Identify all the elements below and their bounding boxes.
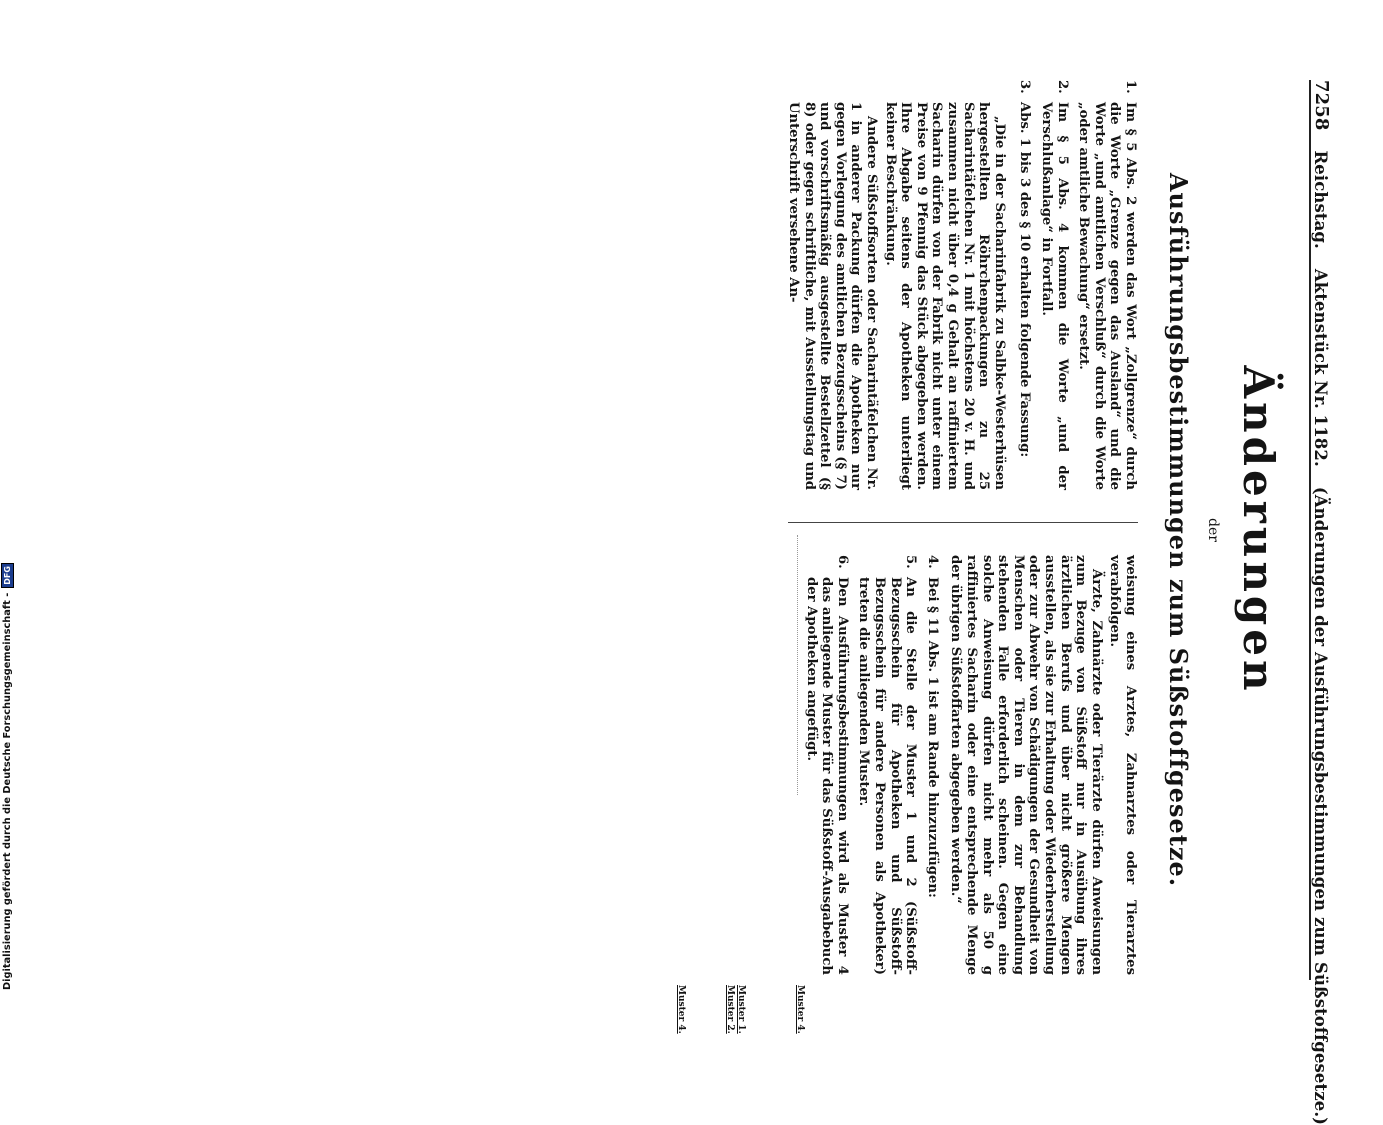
quote-continuation: weisung eines Arztes, Zahnarztes oder Tierarztes verabfolgen.: [1107, 555, 1138, 975]
item-number: 1.: [1123, 80, 1138, 94]
quoted-provision: [786, 102, 1007, 490]
margin-note: Muster 4.: [676, 985, 686, 1034]
quote-paragraph: Andere Süßstoffsorten oder Sacharintäfelchen Nr. 1 in anderer Packung dürfen die Apotheken nur gegen Vorlegung des amtlichen Bezugsscheins (§ 7) und vorschriftsmäßig ausgestellte Bestellzettel (§ 8) oder gegen schriftliche, mit Ausstellungstag und Unterschrift versehene An-: [786, 102, 880, 490]
header-topic: (Änderungen der Ausführungsbestimmungen zum Süßstoffgesetze.): [1311, 486, 1330, 1125]
margin-note: Muster 4.: [795, 985, 805, 1034]
document-page: [513, 80, 1333, 1125]
dfg-logo: DFG: [1, 563, 14, 588]
list-item: [803, 555, 850, 975]
running-header: [1309, 80, 1333, 1125]
item-text: Im § 5 Abs. 2 werden das Wort „Zollgrenze“ durch die Worte „Grenze gegen das Ausland“ und die Worte „und amtlichen Verschluß“ durch die Worte „oder amtliche Bewachung“ ersetzt.: [1076, 102, 1138, 490]
quote-paragraph: Ärzte, Zahnärzte oder Tierärzte dürfen Anweisungen zum Bezuge von Süßstoff nur in Ausübung ihres ärztlichen Berufs und über nicht größere Mengen ausstellen, als sie zur Erhaltung oder Wiederherstellung oder zur Abwehr von Schädigungen der Gesundheit von Menschen oder Tieren in dem zur Behandlung stehenden Falle erforderlich scheinen. Gegen eine solche Anweisung dürfen nicht mehr als 50 g raffiniertes Sacharin oder eine entsprechende Menge der übrigen Süßstoffarten abgegeben werden.“: [948, 555, 1104, 975]
item-text: Abs. 1 bis 3 des § 10 erhalten folgende Fassung:: [1017, 102, 1033, 458]
page-title: Änderungen: [1234, 365, 1283, 695]
margin-note-group: [724, 985, 746, 1034]
item-text: Den Ausführungsbestimmungen wird als Muster 4 das anliegende Muster für das Süßstoff-Ausgabebuch der Apotheken angefügt.: [803, 577, 850, 975]
left-column: [783, 80, 1138, 490]
right-column: [797, 555, 1138, 975]
column-divider: [788, 522, 1138, 523]
margin-note: Muster 1.: [736, 985, 746, 1034]
header-document-number: Aktenstück Nr. 1182.: [1311, 268, 1330, 467]
digitization-credit: [1, 563, 14, 990]
credit-text: Digitalisierung gefördert durch die Deutsche Forschungsgemeinschaft -: [2, 592, 13, 990]
margin-note: Muster 2.: [725, 985, 735, 1034]
quote-paragraph: „Die in der Sacharinfabrik zu Salbke-Westerhüsen hergestellten Röhrchenpackungen zu 25 Sacharintäfelchen Nr. 1 mit höchstens 20 v. H. und zusammen nicht über 0,4 g Gehalt an raffiniertem Sacharin dürfen von der Fabrik nicht unter einem Preise von 9 Pfennig das Stück abgegeben werden. Ihre Abgabe seitens der Apotheken unterliegt keiner Beschränkung.: [882, 102, 1007, 490]
item-number: 3.: [1017, 80, 1033, 94]
item-text: Bei § 11 Abs. 1 ist am Rande hinzuzufügen:: [924, 577, 940, 898]
list-item: [856, 555, 918, 975]
item-number: 6.: [834, 555, 850, 569]
page-number: 7258: [1311, 80, 1332, 131]
list-item: [1017, 80, 1033, 490]
list-item: [924, 555, 940, 975]
header-reichstag: Reichstag.: [1311, 150, 1330, 249]
item-text: An die Stelle der Muster 1 und 2 (Süßstoff-Bezugsschein für Apotheken und Süßstoff-Bezugsschein für andere Personen als Apotheker) treten die anliegenden Muster.: [856, 577, 919, 975]
list-item: [1038, 80, 1069, 490]
item-number: 4.: [924, 555, 940, 569]
title-connector: der: [1205, 518, 1221, 542]
item-number: 2.: [1054, 80, 1070, 94]
item-number: 5.: [903, 555, 919, 569]
item-text: Im § 5 Abs. 4 kommen die Worte „und der Verschlußanlage“ in Fortfall.: [1039, 102, 1070, 490]
list-item: [1076, 80, 1138, 490]
page-subtitle: Ausführungsbestimmungen zum Süßstoffgesetze.: [1164, 172, 1193, 888]
